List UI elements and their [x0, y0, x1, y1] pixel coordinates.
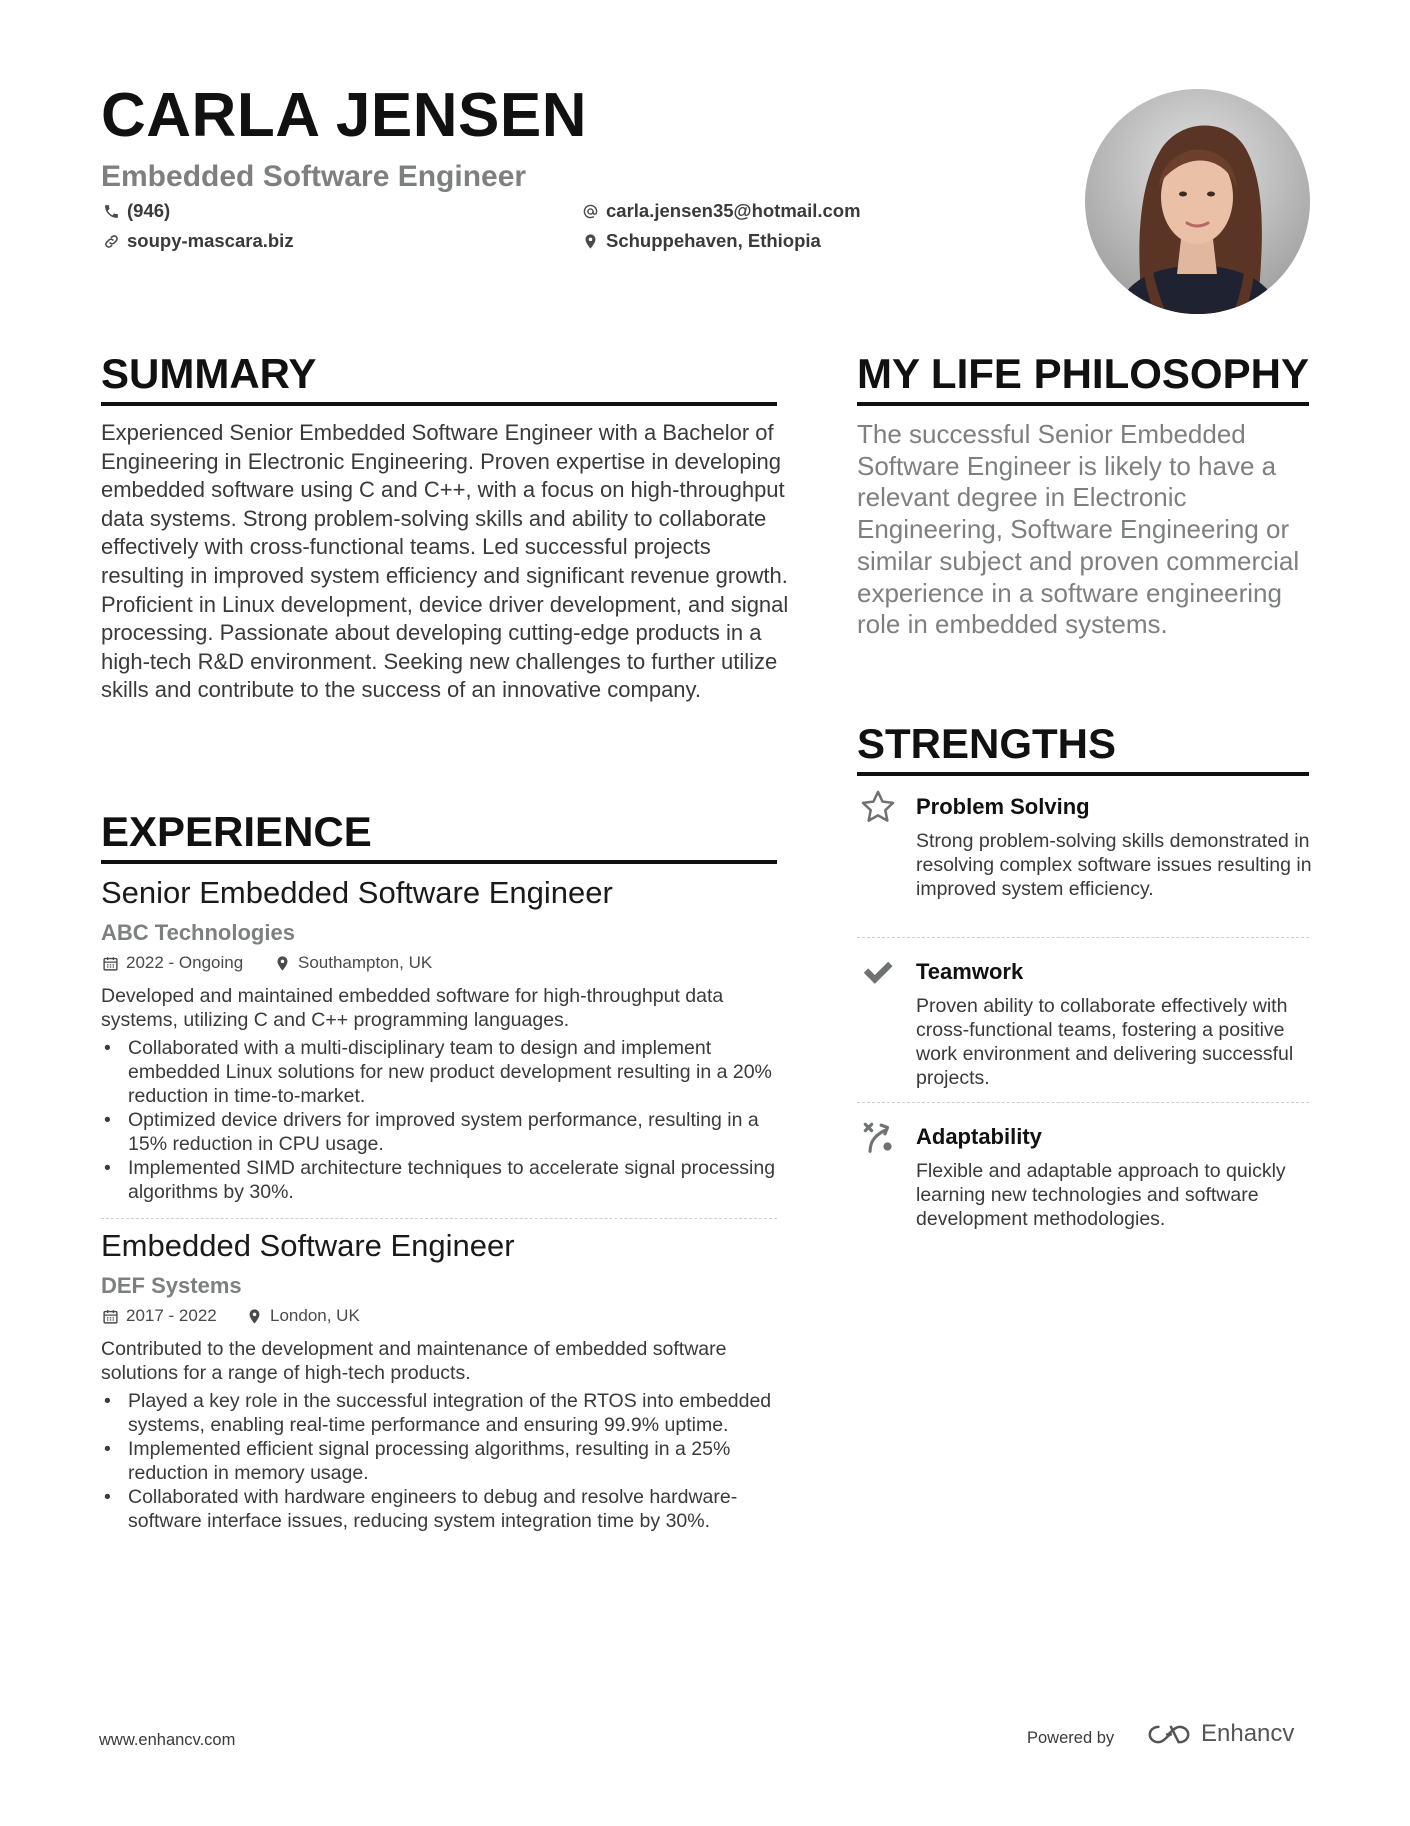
job-location-text: Southampton, UK: [298, 953, 433, 972]
list-item: • Implemented efficient signal processing algorithms, resulting in a 25% reduction in memory usage.: [101, 1437, 791, 1485]
experience-heading: EXPERIENCE: [101, 808, 777, 864]
strength-description: Flexible and adaptable approach to quickly learning new technologies and software development methodologies.: [916, 1160, 1286, 1230]
job-dates: [101, 953, 243, 973]
job-dates-text: 2017 - 2022: [126, 1306, 217, 1325]
candidate-title: Embedded Software Engineer: [101, 160, 527, 193]
calendar-icon: [101, 954, 119, 972]
summary-text: Experienced Senior Embedded Software Engineer with a Bachelor of Engineering in Electronic Engineering. Proven expertise in developing embedded software using C and C++, with a focus on high-throughput data systems. Strong problem-solving skills and ability to collaborate effectively with cross-functional teams. Led successful projects resulting in improved system efficiency and significant revenue growth. Proficient in Linux development, device driver development, and signal processing. Passionate about developing cutting-edge products in a high-tech R&D environment. Seeking new challenges to further utilize skills and contribute to the success of an innovative company.: [101, 420, 789, 703]
footer-website[interactable]: www.enhancv.com: [99, 1731, 236, 1749]
list-item: • Collaborated with hardware engineers to debug and resolve hardware-software interface issues, reducing system integration time by 30%.: [101, 1485, 791, 1533]
job-location-text: London, UK: [270, 1306, 360, 1325]
at-icon: [580, 201, 600, 221]
strength-title: Adaptability: [916, 1124, 1042, 1149]
link-icon: [101, 231, 121, 251]
job-title: Senior Embedded Software Engineer: [101, 875, 613, 910]
powered-by-label: Powered by: [1027, 1729, 1115, 1747]
job-dates-text: 2022 - Ongoing: [126, 953, 244, 972]
strength-divider: [857, 937, 1309, 938]
strength-title: Problem Solving: [916, 794, 1090, 819]
location-pin-icon: [580, 231, 600, 251]
job-bullets: [101, 1389, 791, 1533]
list-item: • Optimized device drivers for improved system performance, resulting in a 15% reduction in CPU usage.: [101, 1108, 791, 1156]
strength-divider: [857, 1102, 1309, 1103]
contact-phone: [101, 200, 170, 222]
phone-text: (946): [127, 200, 171, 221]
email-text: carla.jensen35@hotmail.com: [606, 200, 861, 221]
location-text: Schuppehaven, Ethiopia: [606, 230, 821, 251]
portrait-image: [1085, 89, 1310, 314]
contact-website[interactable]: [101, 230, 294, 252]
location-pin-icon: [273, 954, 291, 972]
contact-email[interactable]: [580, 200, 861, 222]
list-item: • Implemented SIMD architecture techniques to accelerate signal processing algorithms by 30%.: [101, 1156, 791, 1204]
calendar-icon: [101, 1307, 119, 1325]
location-pin-icon: [245, 1307, 263, 1325]
star-icon: [858, 787, 898, 827]
infinity-icon: [1145, 1722, 1193, 1747]
job-location: [245, 1306, 360, 1326]
job-bullets: [101, 1036, 791, 1204]
summary-heading: SUMMARY: [101, 350, 777, 406]
job-company: DEF Systems: [101, 1273, 242, 1298]
job-description: Developed and maintained embedded software for high-throughput data systems, utilizing C and C++ programming languages.: [101, 985, 724, 1031]
profile-photo: [1085, 89, 1310, 314]
job-company: ABC Technologies: [101, 920, 295, 945]
strength-description: Proven ability to collaborate effectively with cross-functional teams, fostering a positive work environment and delivering successful projects.: [916, 995, 1294, 1089]
job-title: Embedded Software Engineer: [101, 1228, 515, 1263]
job-description: Contributed to the development and maintenance of embedded software solutions for a range of high-tech products.: [101, 1338, 727, 1384]
enhancv-logo[interactable]: [1145, 1720, 1294, 1748]
strength-description: Strong problem-solving skills demonstrated in resolving complex software issues resulting in improved system efficiency.: [916, 830, 1312, 900]
phone-icon: [101, 201, 121, 221]
philosophy-text: The successful Senior Embedded Software Engineer is likely to have a relevant degree in Electronic Engineering, Software Engineering or similar subject and proven commercial experience in a software engineering role in embedded systems.: [857, 419, 1300, 640]
strength-title: Teamwork: [916, 959, 1024, 984]
check-icon: [858, 952, 898, 992]
job-location: [273, 953, 432, 973]
candidate-name: CARLA JENSEN: [101, 81, 587, 150]
website-text: soupy-mascara.biz: [127, 230, 294, 251]
list-item: • Played a key role in the successful integration of the RTOS into embedded systems, enabling real-time performance and ensuring 99.9% uptime.: [101, 1389, 791, 1437]
route-icon: [858, 1117, 898, 1157]
job-divider: [101, 1218, 777, 1219]
contact-location: [580, 230, 821, 252]
strengths-heading: STRENGTHS: [857, 720, 1309, 776]
job-dates: [101, 1306, 217, 1326]
brand-name: Enhancv: [1201, 1720, 1295, 1747]
list-item: • Collaborated with a multi-disciplinary team to design and implement embedded Linux solutions for new product development resulting in a 20% reduction in time-to-market.: [101, 1036, 791, 1108]
philosophy-heading: MY LIFE PHILOSOPHY: [857, 350, 1309, 406]
